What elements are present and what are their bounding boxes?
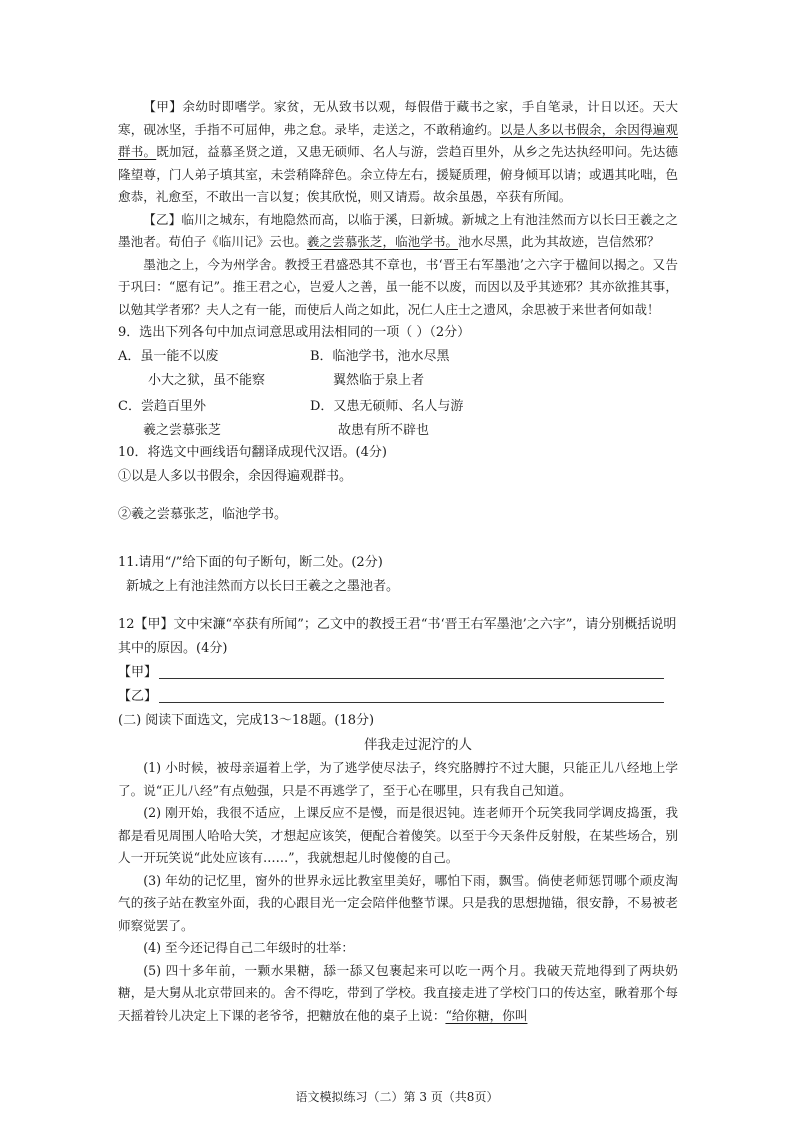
article-para-5 bbox=[118, 960, 678, 1028]
article-para-2: (2) 刚开始，我很不适应，上课反应不是慢，而是很迟钝。连老师开个玩笑我同学调皮捣蛋，我都是看见周围人哈哈大笑，才想起应该笑，便配合着傻笑。以至于今天条件反射般，在某些场合，别人一开玩笑说“此处应该有……”，我就想起儿时傻傻的自己。 bbox=[118, 805, 678, 865]
q9-option-a: A．虽一能不以废 bbox=[118, 349, 219, 364]
q9-stem: 9．选出下列各句中加点词意思或用法相同的一项（ ）（2分） bbox=[118, 325, 471, 340]
passage-jia-underlined: 以是人多以书假余，余因得遍观群书。 bbox=[118, 121, 679, 159]
article-para-3: (3) 年幼的记忆里，窗外的世界永远比教室里美好，哪怕下雨，飘雪。倘使老师惩罚哪个顽皮淘气的孩子站在教室外面，我的心跟目光一定会陪伴他整节课。只是我的思想抛锚，很安静，不易被老师察觉罢了。 bbox=[118, 872, 678, 933]
article-para-4: (4) 至今还记得自己二年级时的壮举： bbox=[143, 940, 354, 955]
q10-sentence-2: ②羲之尝慕张芝，临池学书。 bbox=[118, 507, 288, 522]
q11-sentence: 新城之上有池洼然而方以长曰王羲之之墨池者。 bbox=[126, 579, 400, 594]
q12-jia-label: 【甲】 bbox=[118, 665, 158, 680]
passage-yi-text: 【乙】临川之城东，有地隐然而高，以临于溪，曰新城。新城之上有池洼然而方以长曰王羲之之墨池者。荀伯子《临川记》云也。 bbox=[118, 211, 678, 249]
q12-jia-answer-line[interactable] bbox=[159, 664, 664, 679]
q9-option-b-compare: 翼然临于泉上者 bbox=[333, 373, 425, 388]
answer-space-2 bbox=[118, 527, 678, 551]
q10-stem: 10．将选文中画线语句翻译成现代汉语。(4分) bbox=[118, 445, 387, 460]
article-para-5-underlined: “给你糖，你叫 bbox=[445, 1007, 528, 1023]
passage-jia bbox=[118, 96, 678, 209]
answer-space-3 bbox=[118, 599, 678, 613]
q9-option-c: C．尝趋百里外 bbox=[118, 399, 206, 414]
q9-option-a-compare: 小大之狱，虽不能察 bbox=[148, 373, 266, 388]
page-footer: 语文模拟练习（二）第 3 页（共8页） bbox=[295, 1090, 499, 1104]
q9-option-b: B．临池学书，池水尽黑 bbox=[310, 349, 450, 364]
answer-space bbox=[118, 489, 678, 503]
q11-stem: 11.请用“/”给下面的句子断句，断二处。(2分) bbox=[118, 555, 383, 570]
q12-answer-yi bbox=[118, 685, 678, 709]
article-para-5-text: (5) 四十多年前，一颗水果糖，舔一舔又包裹起来可以吃一两个月。我破天荒地得到了两块奶糖，是大舅从北京带回来的。舍不得吃，带到了学校。我直接走进了学校门口的传达室，瞅着那个每天摇着铃儿决定上下课的老爷爷，把糖放在他的桌子上说： bbox=[118, 962, 678, 1023]
passage-jia-text-2: 既加冠，益慕圣贤之道，又患无硕师、名人与游，尝趋百里外，从乡之先达执经叩问。先达德隆望尊，门人弟子填其室，未尝稍降辞色。余立侍左右，援疑质理，俯身倾耳以请；或遇其叱咄，色愈恭，礼愈至，不敢出一言以复；俟其欣悦，则又请焉。故余虽愚，卒获有所闻。 bbox=[118, 144, 679, 204]
passage-jia-text: 【甲】余幼时即嗜学。家贫，无从致书以观，每假借于藏书之家，手自笔录，计日以还。天大寒，砚冰坚，手指不可屈伸，弗之怠。录毕，走送之，不敢稍逾约。 bbox=[118, 99, 678, 137]
passage-yi-underlined: 羲之尝慕张芝，临池学书。 bbox=[306, 234, 459, 249]
q10-sentence-1: ①以是人多以书假余，余因得遍观群书。 bbox=[118, 469, 353, 484]
q12-yi-label: 【乙】 bbox=[118, 689, 158, 704]
passage-yi-p2: 墨池之上，今为州学舍。教授王君盛恐其不章也，书‘晋王右军墨池’之六字于楹间以揭之。又告于巩曰：“愿有记”。推王君之心，岂爱人之善，虽一能不以废，而因以及乎其迹邪？其亦欲推其事，以勉其学者邪？夫人之有一能，而使后人尚之如此，况仁人庄士之遗风，余思被于来世者何如哉！ bbox=[118, 256, 678, 317]
q12-yi-answer-line[interactable] bbox=[159, 688, 664, 703]
page-content bbox=[118, 96, 678, 1027]
q9-option-d-compare: 故患有所不辟也 bbox=[338, 423, 430, 438]
q12-stem: 12【甲】文中宋濂“卒获有所闻”；乙文中的教授王君“书‘晋王右军墨池’之六字”，请分别概括说明其中的原因。(4分) bbox=[118, 617, 677, 656]
article-title: 伴我走过泥泞的人 bbox=[364, 737, 472, 753]
article-para-1: (1) 小时候，被母亲逼着上学，为了逃学使尽法子，终究胳膊拧不过大腿，只能正儿八经地上学了。说“正儿八经”有点勉强，只是不再逃学了，至于心在哪里，只有我自己知道。 bbox=[118, 760, 678, 798]
passage-yi bbox=[118, 209, 678, 254]
q9-option-c-compare: 羲之尝慕张芝 bbox=[143, 423, 222, 438]
q12-answer-jia bbox=[118, 661, 678, 685]
q9-option-d: D．又患无硕师、名人与游 bbox=[310, 399, 464, 414]
q9-options bbox=[118, 345, 678, 441]
section2-heading: (二) 阅读下面选文，完成13～18题。(18分) bbox=[118, 713, 375, 728]
passage-yi-text-2: 池水尽黑，此为其故迹，岂信然邪？ bbox=[458, 234, 660, 249]
